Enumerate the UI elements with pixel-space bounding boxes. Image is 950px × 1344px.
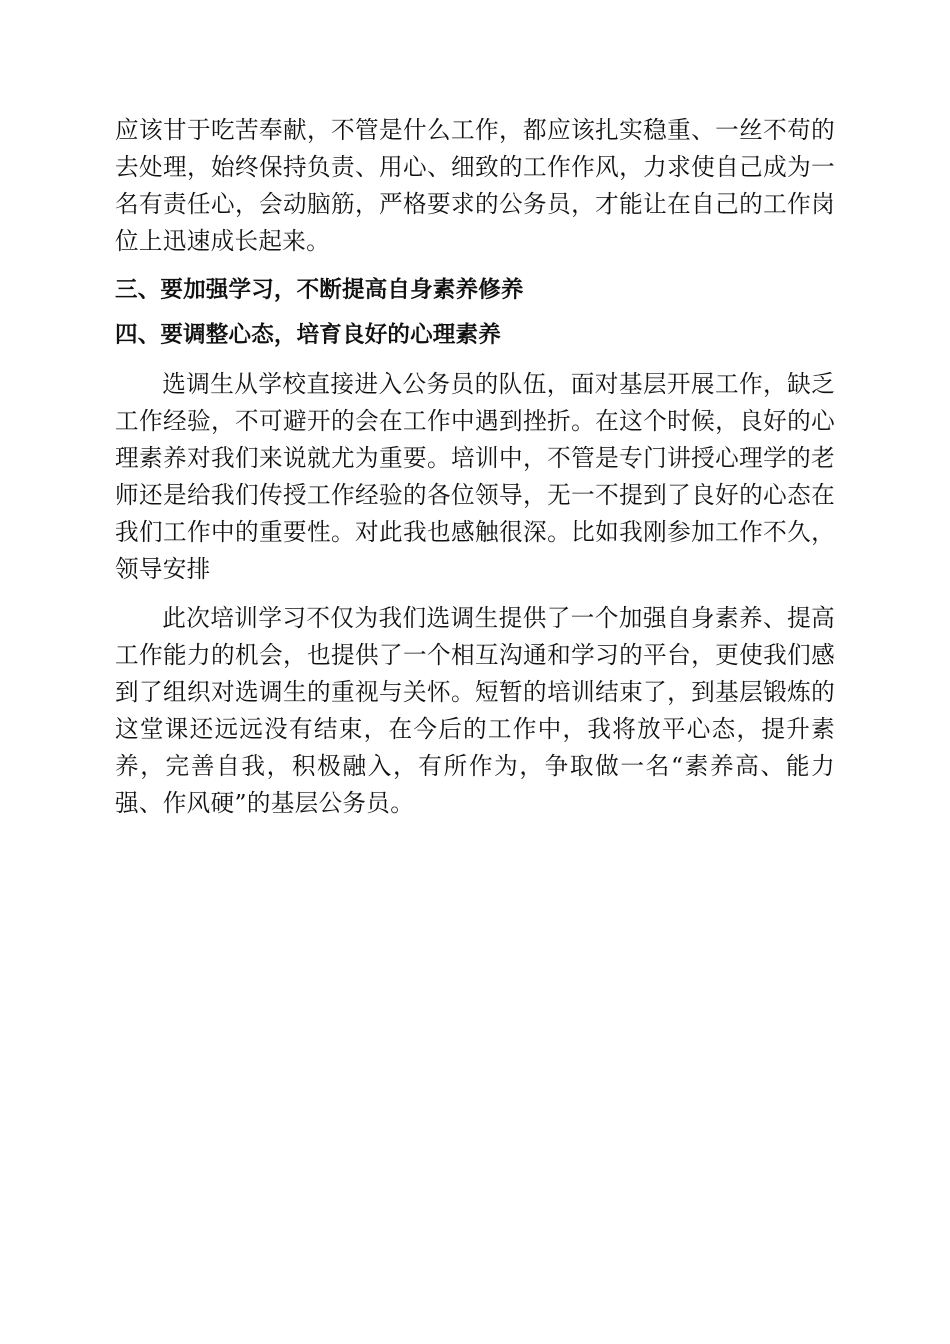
section-heading-3: 三、要加强学习，不断提高自身素养修养 [115, 277, 524, 303]
paragraph-continuation: 应该甘于吃苦奉献，不管是什么工作，都应该扎实稳重、一丝不苟的去处理，始终保持负责、用心、细致的工作作风，力求使自己成为一名有责任心，会动脑筋，严格要求的公务员，才能让在自己的工作岗位上迅速成长起来。 [115, 116, 835, 255]
paragraph-mindset: 选调生从学校直接进入公务员的队伍，面对基层开展工作，缺乏工作经验，不可避开的会在工作中遇到挫折。在这个时候，良好的心理素养对我们来说就尤为重要。培训中，不管是专门讲授心理学的老师还是给我们传授工作经验的各位领导，无一不提到了良好的心态在我们工作中的重要性。对此我也感触很深。比如我刚参加工作不久，领导安排 [115, 370, 835, 583]
document-page [115, 112, 835, 822]
section-heading-4: 四、要调整心态，培育良好的心理素养 [115, 322, 501, 348]
paragraph-conclusion: 此次培训学习不仅为我们选调生提供了一个加强自身素养、提高工作能力的机会，也提供了一个相互沟通和学习的平台，更使我们感到了组织对选调生的重视与关怀。短暂的培训结束了，到基层锻炼的这堂课还远远没有结束，在今后的工作中，我将放平心态，提升素养，完善自我，积极融入，有所作为，争取做一名“素养高、能力强、作风硬”的基层公务员。 [115, 604, 835, 817]
